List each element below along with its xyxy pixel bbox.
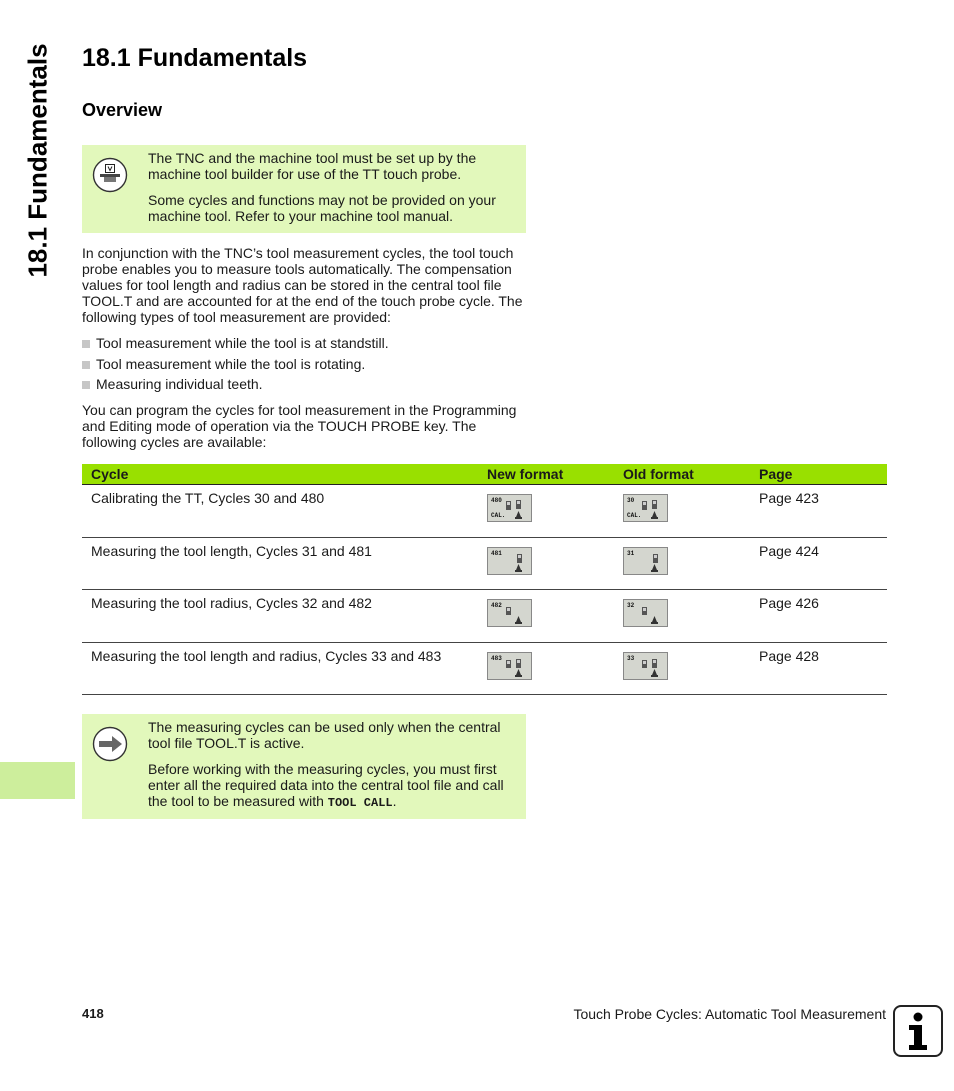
tool-length-radius-icon	[502, 657, 530, 679]
header-page: Page	[754, 464, 887, 485]
page-ref: Page 428	[754, 642, 887, 695]
important-note-text-1: The measuring cycles can be used only when the central tool file TOOL.T is active.	[148, 719, 501, 751]
softkey-old-format: 30 CAL.	[623, 494, 668, 522]
important-note	[82, 714, 526, 819]
table-row	[82, 642, 887, 695]
measurement-types-list	[82, 336, 389, 398]
cycle-name: Measuring the tool length, Cycles 31 and 481	[82, 537, 482, 590]
tool-length-icon	[502, 552, 530, 574]
info-icon	[893, 1005, 943, 1057]
table-row	[82, 485, 887, 538]
tool-radius-icon	[502, 604, 530, 626]
softkey-new-format: 483	[487, 652, 532, 680]
intro-paragraph: In conjunction with the TNC’s tool measurement cycles, the tool touch probe enables you to measure tools automatically. The compensation values for tool length and radius can be stored in the central tool file TOOL.T and are accounted for at the end of the touch probe cycle. The following types of tool measurement are provided:	[82, 245, 523, 325]
tool-radius-icon	[638, 604, 666, 626]
tool-probe-icon	[638, 499, 666, 521]
page-ref: Page 424	[754, 537, 887, 590]
softkey-old-format: 32	[623, 599, 668, 627]
chapter-footer-title: Touch Probe Cycles: Automatic Tool Measurement	[573, 1006, 886, 1022]
machine-note-text-1: The TNC and the machine tool must be set up by the machine tool builder for use of the TT touch probe.	[148, 150, 477, 182]
list-item: Tool measurement while the tool is at standstill.	[82, 336, 389, 357]
section-title: Overview	[82, 100, 163, 120]
softkey-old-format: 31	[623, 547, 668, 575]
machine-note	[82, 145, 526, 233]
table-header-row	[82, 464, 887, 485]
page-title: 18.1 Fundamentals	[82, 44, 308, 72]
header-cycle: Cycle	[82, 464, 482, 485]
softkey-new-format: 480 CAL.	[487, 494, 532, 522]
side-thumb-tab	[0, 762, 75, 799]
tool-call-code: TOOL CALL	[327, 796, 393, 810]
header-old-format: Old format	[618, 464, 754, 485]
machine-tool-icon	[92, 157, 128, 193]
important-note-text-2: Before working with the measuring cycles, you must first enter all the required data into the central tool file and call the tool to be measured with TOOL CALL.	[148, 761, 504, 810]
header-new-format: New format	[482, 464, 618, 485]
table-row	[82, 590, 887, 643]
cycle-name: Measuring the tool length and radius, Cycles 33 and 483	[82, 642, 482, 695]
arrow-right-icon	[92, 726, 128, 762]
list-item: Tool measurement while the tool is rotating.	[82, 357, 389, 378]
machine-note-text-2: Some cycles and functions may not be provided on your machine tool. Refer to your machine tool manual.	[148, 192, 496, 224]
side-chapter-title: 18.1 Fundamentals	[22, 42, 53, 278]
softkey-old-format: 33	[623, 652, 668, 680]
list-item: Measuring individual teeth.	[82, 377, 389, 398]
cycles-table	[82, 464, 887, 695]
cycle-name: Calibrating the TT, Cycles 30 and 480	[82, 485, 482, 538]
cycle-name: Measuring the tool radius, Cycles 32 and 482	[82, 590, 482, 643]
tool-probe-icon	[502, 499, 530, 521]
table-row	[82, 537, 887, 590]
cycles-paragraph: You can program the cycles for tool measurement in the Programming and Editing mode of operation via the TOUCH PROBE key. The following cycles are available:	[82, 402, 517, 450]
page-ref: Page 423	[754, 485, 887, 538]
softkey-new-format: 481	[487, 547, 532, 575]
page-number: 418	[82, 1006, 104, 1021]
tool-length-radius-icon	[638, 657, 666, 679]
tool-length-icon	[638, 552, 666, 574]
softkey-new-format: 482	[487, 599, 532, 627]
page-ref: Page 426	[754, 590, 887, 643]
